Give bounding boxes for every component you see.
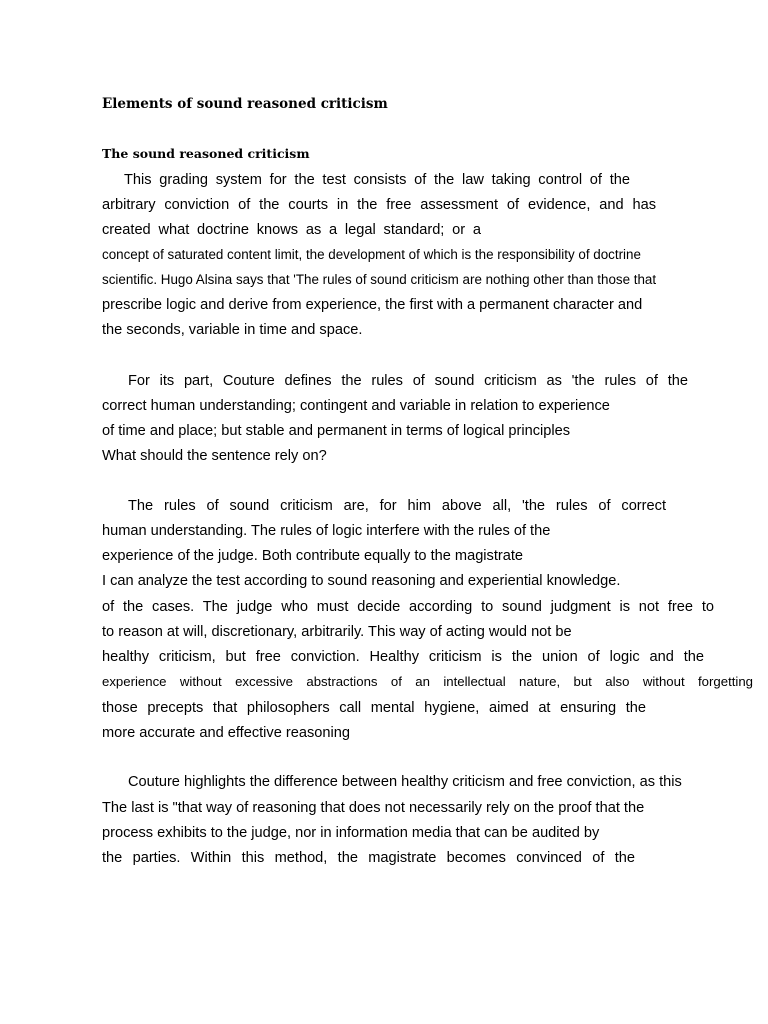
paragraph-2-line-3: of time and place; but stable and permanent in terms of logical principles — [102, 423, 571, 439]
paragraph-3-line-2: human understanding. The rules of logic interfere with the rules of the — [102, 523, 551, 539]
paragraph-1-line-6: prescribe logic and derive from experience, the first with a permanent character and — [102, 297, 643, 313]
paragraph-1-line-2: arbitrary conviction of the courts in the free assessment of evidence, and has — [102, 197, 656, 213]
paragraph-3-line-8: experience without excessive abstractions of an intellectual nature, but also without forgetting — [102, 674, 753, 689]
paragraph-3-line-7: healthy criticism, but free conviction. Healthy criticism is the union of logic and the — [102, 649, 704, 665]
paragraph-1-line-3: created what doctrine knows as a legal standard; or a — [102, 222, 481, 238]
paragraph-1-line-1: This grading system for the test consists of the law taking control of the — [124, 172, 630, 188]
document-title: Elements of sound reasoned criticism — [102, 96, 388, 112]
paragraph-4-line-4: the parties. Within this method, the magistrate becomes convinced of the — [102, 850, 635, 866]
section-heading: The sound reasoned criticism — [102, 146, 310, 161]
paragraph-3-line-5: of the cases. The judge who must decide according to sound judgment is not free to — [102, 599, 714, 615]
paragraph-2-line-4: What should the sentence rely on? — [102, 448, 327, 464]
paragraph-3-line-4: I can analyze the test according to sound reasoning and experiential knowledge. — [102, 573, 621, 589]
paragraph-4-line-3: process exhibits to the judge, nor in information media that can be audited by — [102, 825, 600, 841]
paragraph-2-line-2: correct human understanding; contingent and variable in relation to experience — [102, 398, 610, 414]
paragraph-4-line-1: Couture highlights the difference between healthy criticism and free conviction, as this — [128, 774, 682, 790]
paragraph-4-line-2: The last is "that way of reasoning that does not necessarily rely on the proof that the — [102, 800, 645, 816]
paragraph-1-line-5: scientific. Hugo Alsina says that 'The rules of sound criticism are nothing other than those that — [102, 272, 657, 287]
paragraph-3-line-9: those precepts that philosophers call mental hygiene, aimed at ensuring the — [102, 700, 646, 716]
paragraph-3-line-3: experience of the judge. Both contribute equally to the magistrate — [102, 548, 524, 564]
paragraph-3-line-10: more accurate and effective reasoning — [102, 725, 350, 741]
paragraph-1-line-4: concept of saturated content limit, the development of which is the responsibility of doctrine — [102, 247, 641, 262]
paragraph-2-line-1: For its part, Couture defines the rules of sound criticism as 'the rules of the — [128, 373, 688, 389]
paragraph-1-line-7: the seconds, variable in time and space. — [102, 322, 363, 338]
paragraph-3-line-6: to reason at will, discretionary, arbitrarily. This way of acting would not be — [102, 624, 572, 640]
paragraph-3-line-1: The rules of sound criticism are, for him above all, 'the rules of correct — [128, 498, 666, 514]
